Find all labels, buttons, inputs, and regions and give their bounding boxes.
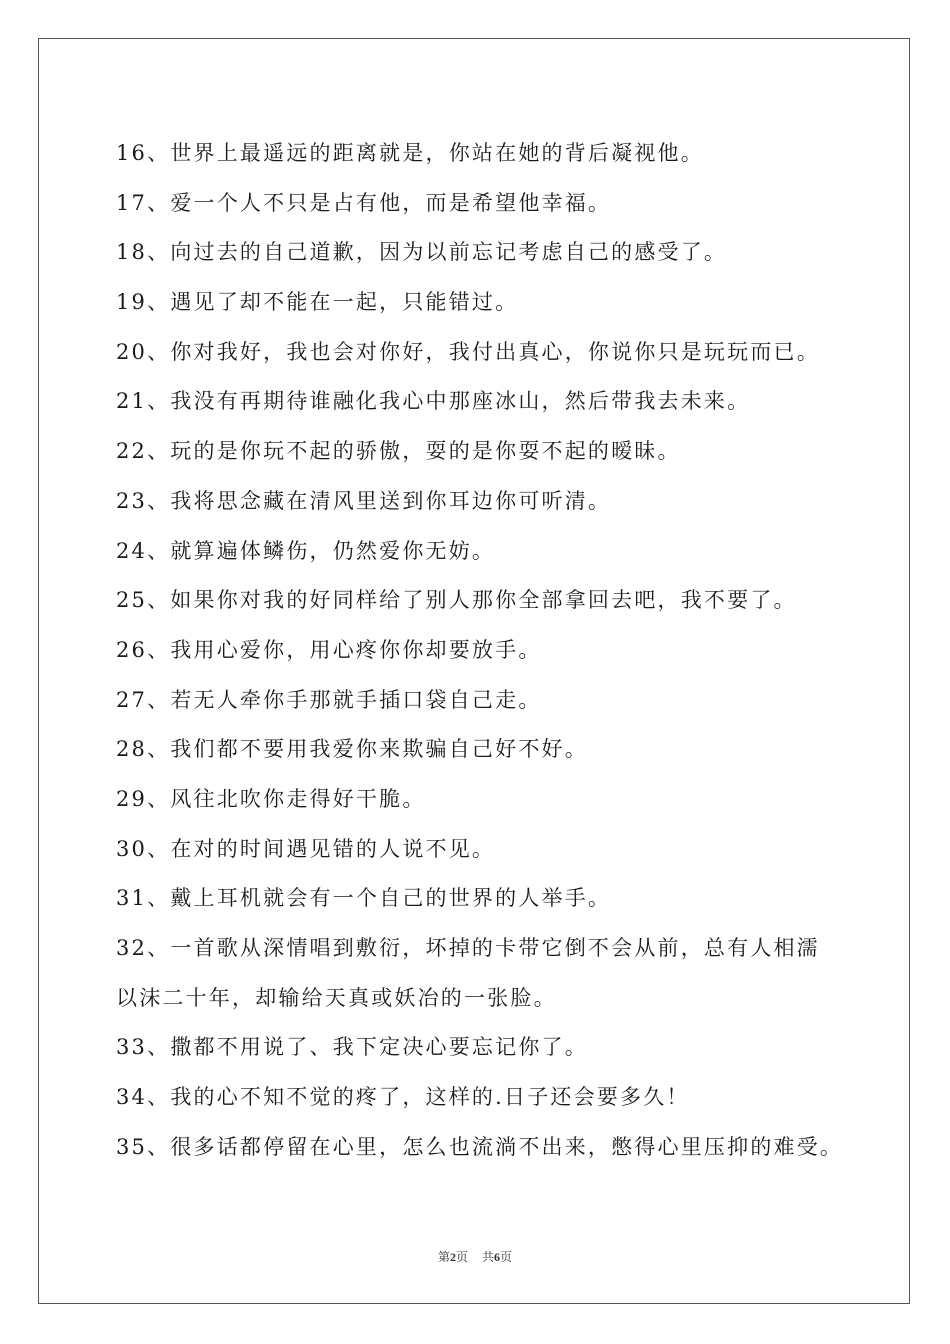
- text-line: 19、遇见了却不能在一起，只能错过。: [116, 290, 519, 315]
- text-line: 20、你对我好，我也会对你好，我付出真心，你说你只是玩玩而已。: [116, 339, 820, 364]
- total-prefix: 共: [482, 1250, 495, 1264]
- document-body: [116, 129, 876, 1172]
- text-line: 26、我用心爱你，用心疼你你却要放手。: [116, 637, 542, 662]
- page-suffix: 页: [455, 1250, 468, 1264]
- page-prefix: 第: [437, 1250, 450, 1264]
- total-suffix: 页: [500, 1250, 513, 1264]
- text-line: 25、如果你对我的好同样给了别人那你全部拿回去吧，我不要了。: [116, 588, 797, 613]
- text-line: 34、我的心不知不觉的疼了，这样的.日子还会要多久！: [116, 1085, 690, 1110]
- text-line: 33、撒都不用说了、我下定决心要忘记你了。: [116, 1035, 588, 1060]
- text-line: 32、一首歌从深情唱到敷衍，坏掉的卡带它倒不会从前，总有人相濡: [116, 936, 820, 960]
- total-pages: 6: [494, 1250, 501, 1264]
- text-line: 31、戴上耳机就会有一个自己的世界的人举手。: [116, 886, 612, 911]
- text-line: 以沫二十年，却输给天真或妖冶的一张脸。: [116, 985, 557, 1010]
- text-line: 30、在对的时间遇见错的人说不见。: [116, 836, 496, 861]
- text-line: 18、向过去的自己道歉，因为以前忘记考虑自己的感受了。: [116, 240, 728, 265]
- text-line: 23、我将思念藏在清风里送到你耳边你可听清。: [116, 488, 612, 513]
- text-line: 28、我们都不要用我爱你来欺骗自己好不好。: [116, 737, 588, 762]
- text-line: 24、就算遍体鳞伤，仍然爱你无妨。: [116, 538, 496, 563]
- text-line: 22、玩的是你玩不起的骄傲，耍的是你耍不起的暧昧。: [116, 439, 681, 464]
- text-line: 17、爱一个人不只是占有他，而是希望他幸福。: [116, 190, 612, 215]
- text-line: 35、很多话都停留在心里，怎么也流淌不出来，憋得心里压抑的难受。: [116, 1134, 844, 1159]
- text-line: 29、风往北吹你走得好干脆。: [116, 786, 426, 811]
- text-line: 27、若无人牵你手那就手插口袋自己走。: [116, 687, 542, 712]
- page-footer: [0, 1248, 950, 1265]
- text-line: 16、世界上最遥远的距离就是，你站在她的背后凝视他。: [116, 141, 704, 165]
- page-number: 2: [449, 1250, 456, 1264]
- text-line: 21、我没有再期待谁融化我心中那座冰山，然后带我去未来。: [116, 389, 751, 414]
